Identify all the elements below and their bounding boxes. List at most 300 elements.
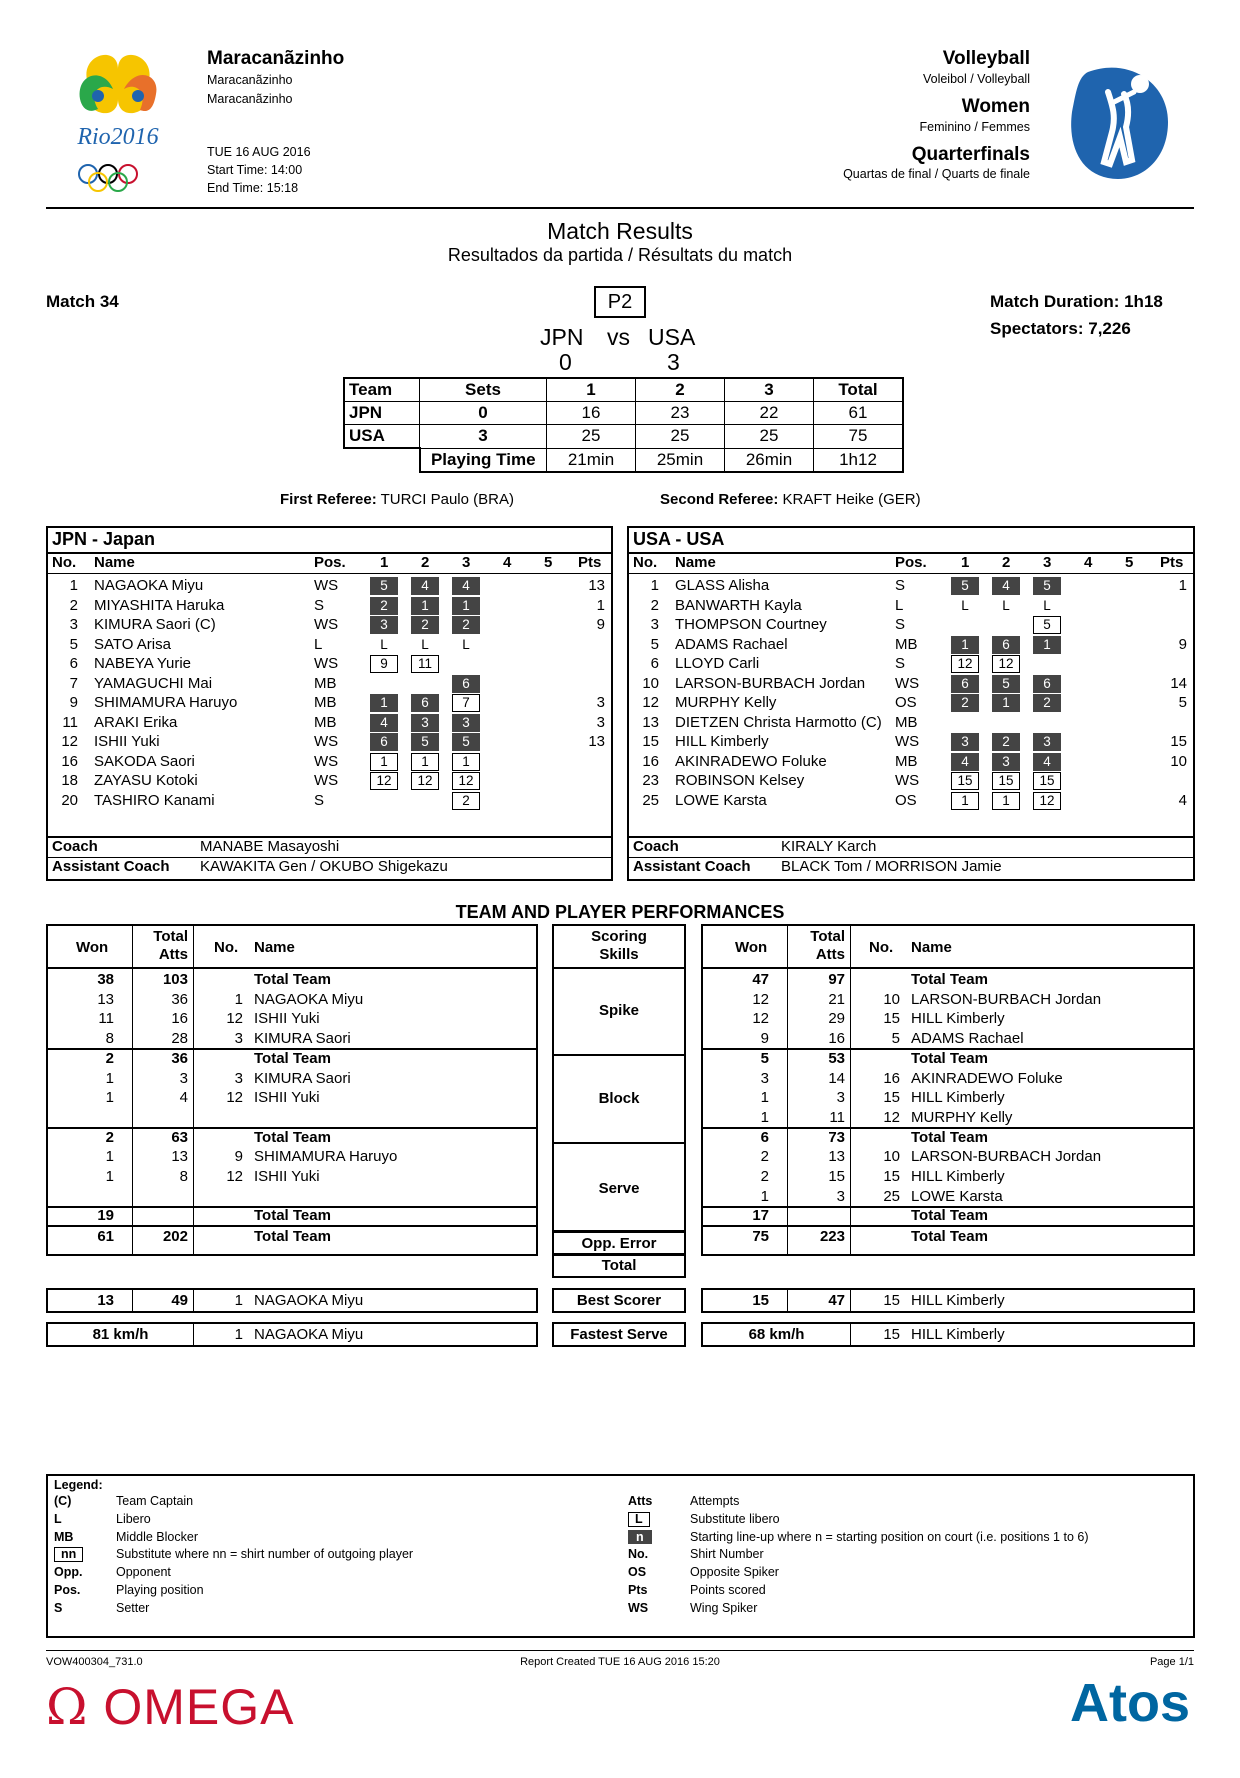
perf-player-name: Total Team <box>911 1207 988 1225</box>
perf-player-name: HILL Kimberly <box>911 1010 1005 1028</box>
perf-atts: 103 <box>162 971 188 988</box>
usa-perf-atts-header: Atts <box>815 946 845 963</box>
player-name: ARAKI Erika <box>94 713 178 731</box>
volleyball-pictogram-icon <box>1068 62 1172 182</box>
performance-row <box>48 1008 536 1030</box>
usa-best-atts: 47 <box>828 1292 845 1309</box>
perf-player-name: AKINRADEWO Foluke <box>911 1069 1063 1087</box>
substitute-badge: 7 <box>452 694 480 712</box>
player-points: 14 <box>1170 674 1187 692</box>
team-b-sets: 3 <box>667 349 680 375</box>
page-number: Page 1/1 <box>1149 1656 1194 1668</box>
starting-position-badge: 6 <box>1033 675 1061 693</box>
player-name: ISHII Yuki <box>94 733 160 750</box>
perf-player-name: ISHII Yuki <box>254 1010 320 1028</box>
perf-player-name: MURPHY Kelly <box>911 1108 1013 1126</box>
player-name: HILL Kimberly <box>675 733 769 750</box>
perf-atts: 13 <box>828 1148 845 1166</box>
player-position: WS <box>895 674 920 692</box>
performance-row <box>48 1166 536 1188</box>
player-position: MB <box>314 674 337 692</box>
perf-player-name: Total Team <box>254 1207 331 1225</box>
player-position: MB <box>895 713 918 731</box>
player-position: S <box>895 577 906 594</box>
perf-player-no: 12 <box>226 1168 243 1185</box>
player-position: WS <box>314 772 339 789</box>
jpn-best-name: NAGAOKA Miyu <box>254 1292 364 1309</box>
perf-player-no: 12 <box>226 1010 243 1028</box>
player-position: WS <box>314 616 339 633</box>
usa-col-set2: 2 <box>1002 554 1011 571</box>
perf-atts: 11 <box>829 1108 845 1126</box>
performance-row <box>703 1186 1193 1208</box>
substitute-badge: 1 <box>452 753 480 771</box>
usa-col-set5: 5 <box>1125 554 1134 571</box>
perf-atts: 36 <box>171 990 188 1008</box>
player-number: 15 <box>642 733 659 750</box>
first-referee-name: TURCI Paulo (BRA) <box>380 491 514 508</box>
perf-player-name: Total Team <box>911 1128 988 1146</box>
perf-player-no: 3 <box>234 1069 243 1087</box>
perf-player-no: 15 <box>883 1168 900 1185</box>
perf-player-name: LARSON-BURBACH Jordan <box>911 1148 1102 1166</box>
perf-won: 13 <box>97 990 114 1008</box>
perf-player-no: 12 <box>883 1108 900 1126</box>
perf-won: 1 <box>105 1168 114 1185</box>
libero-marker: L <box>1002 597 1010 613</box>
perf-player-no: 3 <box>234 1030 243 1048</box>
perf-atts: 223 <box>819 1228 845 1246</box>
player-number: 9 <box>69 694 78 711</box>
performance-row <box>703 1087 1193 1109</box>
skill-fastest-serve: Fastest Serve <box>552 1322 686 1347</box>
player-name: NAGAOKA Miyu <box>94 577 204 594</box>
starting-position-badge: 3 <box>992 753 1020 771</box>
substitute-badge: 15 <box>1033 772 1061 790</box>
starting-position-badge: 1 <box>411 597 439 615</box>
starting-position-badge: 6 <box>452 675 480 693</box>
perf-won: 2 <box>760 1168 769 1185</box>
starting-position-badge: 3 <box>951 733 979 751</box>
perf-won: 1 <box>760 1108 769 1126</box>
player-position: MB <box>314 713 337 731</box>
legend-description: Opposite Spiker <box>690 1565 779 1580</box>
score-header-set1: 1 <box>547 378 636 402</box>
substitute-badge: 9 <box>370 655 398 673</box>
legend-description: Shirt Number <box>690 1547 764 1562</box>
perf-atts: 15 <box>828 1168 845 1185</box>
skills-header-1: Scoring <box>591 928 647 945</box>
substitute-badge: 15 <box>992 772 1020 790</box>
player-position: S <box>314 596 325 614</box>
legend-description: Attempts <box>690 1494 740 1508</box>
starting-position-badge: 5 <box>411 733 439 751</box>
jpn-perf-name-header: Name <box>254 939 295 956</box>
player-points: 13 <box>588 577 605 594</box>
score-sets-usa: 3 <box>420 425 547 449</box>
skill-serve: Serve <box>598 1180 640 1197</box>
performances-title: TEAM AND PLAYER PERFORMANCES <box>455 902 785 922</box>
performance-row <box>48 1068 536 1090</box>
player-name: LLOYD Carli <box>675 655 760 672</box>
rio2016-logo <box>58 44 178 194</box>
starting-position-badge: 2 <box>992 733 1020 751</box>
legend-description: Team Captain <box>116 1494 194 1508</box>
player-points: 5 <box>1178 694 1187 711</box>
substitute-badge: 12 <box>1033 792 1061 810</box>
perf-atts: 21 <box>828 990 845 1008</box>
jpn-col-set4: 4 <box>503 554 512 571</box>
perf-atts: 16 <box>828 1030 845 1048</box>
player-number: 13 <box>642 713 659 731</box>
player-number: 5 <box>650 635 659 653</box>
perf-atts: 14 <box>828 1069 845 1087</box>
first-referee <box>280 491 514 508</box>
starting-position-badge: 2 <box>370 597 398 615</box>
substitute-badge: 1 <box>992 792 1020 810</box>
player-number: 12 <box>61 733 78 750</box>
jpn-col-set5: 5 <box>544 554 553 571</box>
starting-position-badge: 1 <box>370 694 398 712</box>
jpn-col-set1: 1 <box>380 554 389 571</box>
legend-key: Opp. <box>54 1565 83 1580</box>
jpn-fast-name: NAGAOKA Miyu <box>254 1326 364 1343</box>
perf-player-no: 10 <box>883 1148 900 1166</box>
perf-player-name: Total Team <box>254 1228 331 1246</box>
usa-perf-won-header: Won <box>735 939 768 956</box>
sport-sub: Voleibol / Volleyball <box>922 72 1030 86</box>
perf-won: 12 <box>752 990 769 1008</box>
playing-time-set2: 25min <box>636 448 725 472</box>
skill-opp-error: Opp. Error <box>552 1231 686 1256</box>
perf-atts: 4 <box>179 1089 188 1107</box>
perf-atts: 13 <box>171 1148 188 1166</box>
player-name: MURPHY Kelly <box>675 694 777 711</box>
score-header-sets: Sets <box>420 378 547 402</box>
jpn-fast-no: 1 <box>234 1326 243 1343</box>
player-points: 3 <box>596 713 605 731</box>
perf-atts: 53 <box>828 1049 845 1067</box>
substitute-badge: 12 <box>992 655 1020 673</box>
perf-atts: 63 <box>171 1128 188 1146</box>
playing-time-label: Playing Time <box>420 448 547 472</box>
skills-header-2: Skills <box>599 946 639 963</box>
player-number: 3 <box>650 616 659 633</box>
jpn-best-won: 13 <box>97 1292 114 1309</box>
substitute-badge: 1 <box>951 792 979 810</box>
legend-key: Atts <box>628 1494 653 1508</box>
player-position: MB <box>895 635 918 653</box>
footer-divider <box>46 1650 1194 1651</box>
performance-row <box>703 1107 1193 1129</box>
starting-position-badge: 6 <box>411 694 439 712</box>
jpn-col-name: Name <box>94 554 135 571</box>
jpn-perf-total-header: Total <box>153 928 188 945</box>
start-time: Start Time: 14:00 <box>207 163 303 177</box>
atos-logo: Atos <box>1070 1673 1190 1733</box>
starting-position-badge: 4 <box>411 577 439 595</box>
player-position: WS <box>314 752 339 770</box>
perf-player-name: HILL Kimberly <box>911 1168 1005 1185</box>
starting-position-badge: 3 <box>370 616 398 634</box>
player-name: BANWARTH Kayla <box>675 596 802 614</box>
perf-player-name: Total Team <box>254 1128 331 1146</box>
starting-position-badge: 4 <box>370 714 398 732</box>
performance-row <box>48 1127 536 1149</box>
jpn-coach-label: Coach <box>52 838 98 855</box>
legend-key: Pts <box>628 1583 648 1597</box>
jpn-best-atts: 49 <box>171 1292 188 1309</box>
usa-best-scorer-row <box>701 1288 1195 1313</box>
performance-row <box>703 1205 1193 1227</box>
performance-row <box>703 969 1193 991</box>
perf-atts: 29 <box>828 1010 845 1028</box>
perf-won: 1 <box>105 1089 114 1107</box>
legend-description: Playing position <box>116 1583 204 1597</box>
player-position: WS <box>314 733 339 750</box>
player-name: SHIMAMURA Haruyo <box>94 694 238 711</box>
team-a-sets: 0 <box>559 349 572 375</box>
jpn-perf-no-header: No. <box>214 939 239 956</box>
player-name: LARSON-BURBACH Jordan <box>675 674 866 692</box>
end-time: End Time: 15:18 <box>207 181 299 195</box>
score-sets-jpn: 0 <box>420 402 547 425</box>
perf-player-no: 1 <box>234 990 243 1008</box>
report-created: Report Created TUE 16 AUG 2016 15:20 <box>520 1656 720 1668</box>
jpn-perf-won-header: Won <box>76 939 109 956</box>
usa-asst-coach-name: BLACK Tom / MORRISON Jamie <box>781 858 1002 875</box>
score-set1-usa: 25 <box>547 425 636 449</box>
perf-player-no: 25 <box>883 1187 900 1205</box>
legend-description: Starting line-up where n = starting position on court (i.e. positions 1 to 6) <box>690 1529 1089 1544</box>
player-position: OS <box>895 791 917 809</box>
player-number: 2 <box>650 596 659 614</box>
legend-key: (C) <box>54 1494 72 1508</box>
starting-position-badge: 4 <box>1033 753 1061 771</box>
usa-performance-table <box>701 924 1195 1256</box>
performance-row <box>48 1226 536 1248</box>
jpn-best-no: 1 <box>234 1292 243 1309</box>
player-number: 6 <box>69 655 78 672</box>
perf-atts: 8 <box>179 1168 188 1185</box>
player-position: MB <box>314 694 337 711</box>
perf-won: 19 <box>97 1207 114 1225</box>
perf-won: 12 <box>752 1010 769 1028</box>
usa-coach-label: Coach <box>633 838 679 855</box>
page-subtitle: Resultados da partida / Résultats du match <box>447 245 793 265</box>
perf-player-no: 15 <box>883 1089 900 1107</box>
perf-player-name: Total Team <box>254 971 331 988</box>
perf-atts: 97 <box>828 971 845 988</box>
jpn-best-scorer-row <box>46 1288 538 1313</box>
score-header-team: Team <box>344 378 420 402</box>
perf-won: 1 <box>760 1187 769 1205</box>
player-position: OS <box>895 694 917 711</box>
perf-won: 6 <box>760 1128 769 1146</box>
omega-symbol-icon: Ω <box>46 1678 89 1736</box>
player-position: WS <box>895 772 920 789</box>
jpn-player-row <box>48 790 611 812</box>
usa-best-won: 15 <box>752 1292 769 1309</box>
legend-key: S <box>54 1600 63 1615</box>
player-position: WS <box>314 655 339 672</box>
libero-marker: L <box>380 636 388 652</box>
perf-player-name: KIMURA Saori <box>254 1030 351 1048</box>
player-name: TASHIRO Kanami <box>94 791 215 809</box>
player-position: L <box>314 635 323 653</box>
jpn-col-set2: 2 <box>421 554 430 571</box>
substitute-badge: 11 <box>411 655 439 673</box>
vs-label: vs <box>607 324 630 350</box>
jpn-coach-name: MANABE Masayoshi <box>200 838 340 855</box>
substitute-badge: 1 <box>370 753 398 771</box>
player-number: 6 <box>650 655 659 672</box>
player-points: 1 <box>1178 577 1187 594</box>
substitute-badge: 5 <box>1033 616 1061 634</box>
player-position: WS <box>895 733 920 750</box>
score-header-total: Total <box>814 378 904 402</box>
perf-won: 2 <box>105 1128 114 1146</box>
starting-position-badge: 1 <box>992 694 1020 712</box>
player-name: AKINRADEWO Foluke <box>675 752 827 770</box>
skill-total: Total <box>552 1253 686 1278</box>
player-points: 10 <box>1170 752 1187 770</box>
perf-player-no: 10 <box>883 990 900 1008</box>
perf-won: 2 <box>760 1148 769 1166</box>
legend-description: Setter <box>116 1600 150 1615</box>
team-b-code: USA <box>648 324 696 350</box>
perf-player-name: ISHII Yuki <box>254 1089 320 1107</box>
usa-fast-speed: 68 km/h <box>748 1326 805 1343</box>
playing-time-set3: 26min <box>725 448 814 472</box>
perf-atts: 73 <box>828 1128 845 1146</box>
usa-col-set1: 1 <box>961 554 970 571</box>
perf-won: 1 <box>760 1089 769 1107</box>
performance-row <box>48 1028 536 1050</box>
usa-col-name: Name <box>675 554 716 571</box>
perf-player-name: ISHII Yuki <box>254 1168 320 1185</box>
score-total-usa: 75 <box>814 425 904 449</box>
score-header-set3: 3 <box>725 378 814 402</box>
legend-description: Opponent <box>116 1565 171 1580</box>
player-name: YAMAGUCHI Mai <box>94 674 213 692</box>
phase-sub: Quartas de final / Quarts de finale <box>843 167 1030 181</box>
starting-position-badge: 3 <box>411 714 439 732</box>
performance-row <box>48 1186 536 1208</box>
score-set2-usa: 25 <box>636 425 725 449</box>
match-number: Match 34 <box>46 292 119 311</box>
player-name: LOWE Karsta <box>675 791 767 809</box>
player-name: MIYASHITA Haruka <box>94 596 225 614</box>
starting-position-badge: 2 <box>951 694 979 712</box>
starting-position-badge: 6 <box>992 636 1020 654</box>
perf-won: 8 <box>105 1030 114 1048</box>
player-name: SATO Arisa <box>94 635 171 653</box>
legend-key: No. <box>628 1547 649 1562</box>
usa-fast-no: 15 <box>883 1326 900 1343</box>
substitute-badge: 12 <box>452 772 480 790</box>
player-number: 23 <box>642 772 659 789</box>
substitute-badge: 15 <box>951 772 979 790</box>
performance-row <box>703 1127 1193 1149</box>
player-number: 1 <box>650 577 659 594</box>
legend-title: Legend: <box>54 1478 103 1492</box>
first-referee-label: First Referee: <box>280 491 377 508</box>
starting-position-badge: 5 <box>370 577 398 595</box>
perf-player-name: LARSON-BURBACH Jordan <box>911 990 1102 1008</box>
player-number: 7 <box>69 674 78 692</box>
libero-marker: L <box>462 636 470 652</box>
player-points: 13 <box>588 733 605 750</box>
performance-row <box>48 989 536 1011</box>
perf-won: 3 <box>760 1069 769 1087</box>
legend-description: Wing Spiker <box>690 1600 758 1615</box>
perf-player-name: ADAMS Rachael <box>911 1030 1024 1048</box>
header-divider <box>46 207 1194 209</box>
player-position: WS <box>314 577 339 594</box>
score-set2-jpn: 23 <box>636 402 725 425</box>
player-number: 3 <box>69 616 78 633</box>
usa-col-set3: 3 <box>1043 554 1052 571</box>
perf-player-no: 12 <box>226 1089 243 1107</box>
performance-row <box>703 1028 1193 1050</box>
player-points: 15 <box>1170 733 1187 750</box>
performance-row <box>703 1068 1193 1090</box>
legend-key: WS <box>628 1600 649 1615</box>
venue-name: Maracanãzinho <box>207 48 345 69</box>
playing-time-set1: 21min <box>547 448 636 472</box>
score-total-jpn: 61 <box>814 402 904 425</box>
legend-description: Middle Blocker <box>116 1529 198 1544</box>
score-team-usa: USA <box>344 425 420 449</box>
usa-coach-name: KIRALY Karch <box>781 838 877 855</box>
gender-name: Women <box>961 96 1030 117</box>
player-number: 16 <box>61 752 78 770</box>
jpn-team-title: JPN - Japan <box>52 529 156 549</box>
legend-key: L <box>628 1512 650 1527</box>
jpn-asst-coach-name: KAWAKITA Gen / OKUBO Shigekazu <box>200 858 448 875</box>
legend-key: n <box>628 1530 652 1544</box>
starting-position-badge: 1 <box>1033 636 1061 654</box>
starting-position-badge: 2 <box>411 616 439 634</box>
substitute-badge: 12 <box>951 655 979 673</box>
logo-text: Rio2016 <box>77 124 159 150</box>
player-number: 10 <box>642 674 659 692</box>
substitute-badge: 12 <box>411 772 439 790</box>
jpn-fastest-serve-row <box>46 1322 538 1347</box>
second-referee-label: Second Referee: <box>660 491 779 508</box>
starting-position-badge: 5 <box>992 675 1020 693</box>
perf-player-name: NAGAOKA Miyu <box>254 990 364 1008</box>
player-number: 1 <box>69 577 78 594</box>
perf-player-no: 15 <box>883 1010 900 1028</box>
player-number: 20 <box>61 791 78 809</box>
player-name: KIMURA Saori (C) <box>94 616 216 633</box>
usa-col-no: No. <box>633 554 658 571</box>
performance-row <box>48 1087 536 1109</box>
player-number: 11 <box>62 713 78 731</box>
performance-row <box>703 1226 1193 1248</box>
legend-description: Substitute libero <box>690 1511 780 1526</box>
legend-key: Pos. <box>54 1583 81 1597</box>
usa-roster-panel <box>627 526 1195 881</box>
perf-won: 2 <box>105 1049 114 1067</box>
perf-won: 47 <box>752 971 769 988</box>
usa-team-title: USA - USA <box>633 529 725 549</box>
perf-player-name: KIMURA Saori <box>254 1069 351 1087</box>
jpn-roster-panel <box>46 526 613 881</box>
performance-row <box>703 1146 1193 1168</box>
